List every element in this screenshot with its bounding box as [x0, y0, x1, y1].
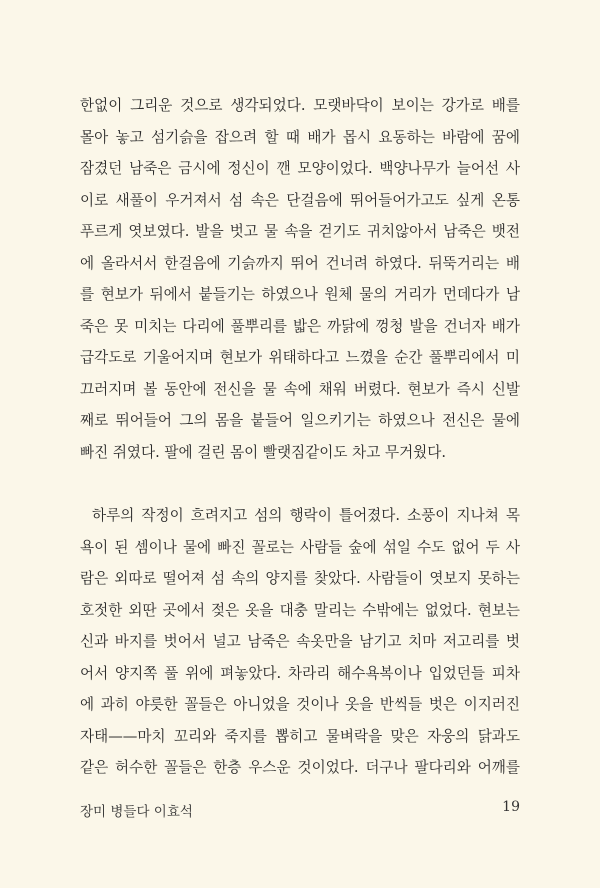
page-body [80, 90, 520, 784]
text-line: 하루의 작정이 흐려지고 섬의 행락이 틀어졌다. 소풍이 지나쳐 목 [92, 507, 520, 524]
text-line: 호젓한 외딴 곳에서 젖은 옷을 대충 말리는 수밖에는 없었다. 현보는 [80, 601, 520, 619]
text-line: 를 현보가 뒤에서 붙들기는 하였으나 원체 물의 거리가 먼데다가 남 [80, 286, 520, 303]
paragraph-2 [80, 500, 520, 784]
text-line: 자태——마치 꼬리와 죽지를 뽑히고 물벼락을 맞은 자웅의 닭과도 [80, 727, 520, 745]
text-line: 째로 뛰어들어 그의 몸을 붙들어 일으키기는 하였으나 전신은 물에 [80, 412, 520, 429]
page-number: 19 [502, 799, 520, 815]
paragraph-gap [80, 468, 520, 500]
text-line: 빠진 쥐였다. 팔에 걸린 몸이 빨랫짐같이도 차고 무거웠다. [80, 443, 446, 461]
footer-book-title: 장미 병들다 이효석 [80, 804, 193, 820]
text-line: 몰아 놓고 섬기슭을 잡으려 할 때 배가 몹시 요동하는 바람에 꿈에 [80, 128, 520, 146]
text-line: 죽은 못 미치는 다리에 풀뿌리를 밟은 까닭에 껑청 발을 건너자 배가 [80, 317, 520, 335]
text-line: 이로 새풀이 우거져서 섬 속은 단걸음에 뛰어들어가고도 싶게 온통 [80, 191, 520, 209]
text-line: 신과 바지를 벗어서 널고 남죽은 속옷만을 남기고 치마 저고리를 벗 [80, 633, 520, 650]
text-line: 람은 외따로 떨어져 섬 속의 양지를 찾았다. 사람들이 엿보지 못하는 [80, 570, 520, 587]
text-line: 에 올라서서 한걸음에 기슭까지 뛰어 건너려 하였다. 뒤뚝거리는 배 [80, 254, 520, 272]
text-line: 한없이 그리운 것으로 생각되었다. 모랫바닥이 보이는 강가로 배를 [80, 97, 520, 114]
text-line: 급각도로 기울어지며 현보가 위태하다고 느꼈을 순간 풀뿌리에서 미 [80, 349, 520, 366]
text-line: 잠겼던 남죽은 금시에 정신이 깬 모양이었다. 백양나무가 늘어선 사 [80, 160, 520, 177]
text-line: 푸르게 엿보였다. 발을 벗고 물 속을 걷기도 귀치않아서 남죽은 뱃전 [80, 223, 520, 240]
text-line: 같은 허수한 꼴들은 한층 우스운 것이었다. 더구나 팔다리와 어깨를 [80, 759, 520, 776]
text-line: 어서 양지쪽 풀 위에 펴놓았다. 차라리 해수욕복이나 입었던들 피차 [80, 664, 520, 682]
text-line: 에 과히 야릇한 꼴들은 아니었을 것이나 옷을 반씩들 벗은 이지러진 [80, 696, 520, 713]
paragraph-1 [80, 90, 520, 468]
text-line: 욕이 된 셈이나 물에 빠진 꼴로는 사람들 숲에 섞일 수도 없어 두 사 [80, 538, 520, 556]
text-line: 끄러지며 볼 동안에 전신을 물 속에 채워 버렸다. 현보가 즉시 신발 [80, 380, 520, 398]
